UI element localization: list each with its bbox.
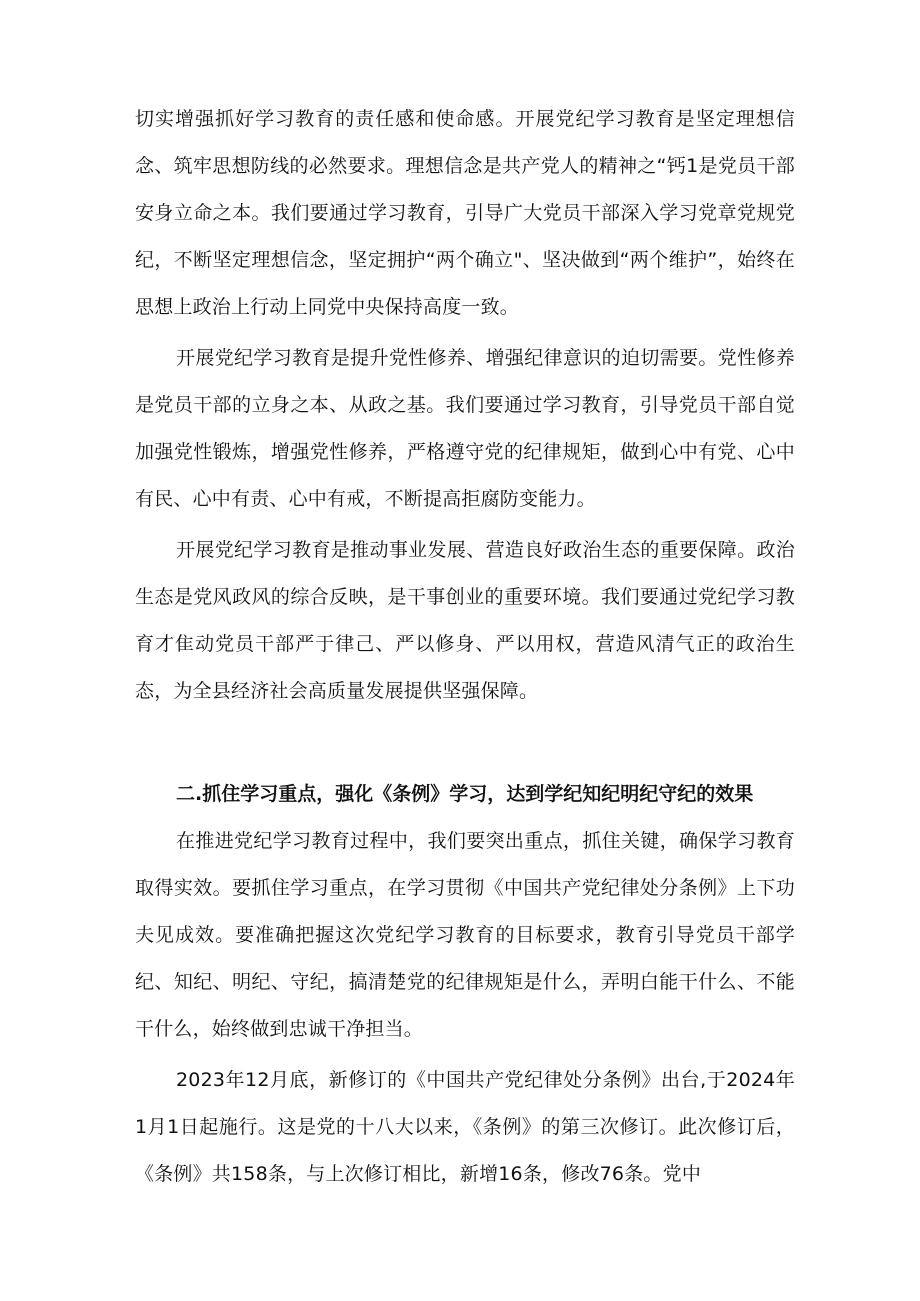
paragraph-political-ecology: 开展党纪学习教育是推动事业发展、营造良好政治生态的重要保障。政治生态是党风政风的综合反映，是干事创业的重要环境。我们要通过党纪学习教育才隹动党员干部严于律己、严以修身、严以用权，营造风清气正的政治生态，为全县经济社会高质量发展提供坚强保障。 xyxy=(135,539,795,702)
paragraph-study-focus: 在推进党纪学习教育过程中，我们要突出重点，抓住关键，确保学习教育取得实效。要抓住学习重点，在学习贯彻《中国共产党纪律处分条例》上下功夫见成效。要准确把握这次党纪学习教育的目标要求，教育引导党员干部学纪、知纪、明纪、守纪，搞清楚党的纪律规矩是什么，弄明白能干什么、不能干什么，始终做到忠诚干净担当。 xyxy=(135,830,795,1040)
document-page xyxy=(135,96,795,1198)
paragraph-continuation: 切实增强抓好学习教育的责任感和使命感。开展党纪学习教育是坚定理想信念、筑牢思想防线的必然要求。理想信念是共产党人的精神之“钙1是党员干部安身立命之本。我们要通过学习教育，引导广大党员干部深入学习党章党规党纪，不断坚定理想信念，坚定拥护“两个确立"、坚决做到“两个维护”，始终在思想上政治上行动上同党中央保持高度一致。 xyxy=(135,108,795,318)
paragraph-party-spirit: 开展党纪学习教育是提升党性修养、增强纪律意识的迫切需要。党性修养是党员干部的立身之本、从政之基。我们要通过学习教育，引导党员干部自觉加强党性锻炼，增强党性修养，严格遵守党的纪律规矩，做到心中有党、心中有民、心中有责、心中有戒，不断提高拒腐防变能力。 xyxy=(135,347,795,510)
section-heading: 二.抓住学习重点，强化《条例》学习，达到学纪知纪明纪守纪的效果 xyxy=(176,783,754,805)
paragraph-regulation-revision: 2023年12月底，新修订的《中国共产党纪律处分条例》出台,于2024年1月1日起施行。这是党的十八大以来，《条例》的第三次修订。此次修订后，《条例》共158条，与上次修订相比，新增16条，修改76条。党中 xyxy=(135,1069,795,1185)
